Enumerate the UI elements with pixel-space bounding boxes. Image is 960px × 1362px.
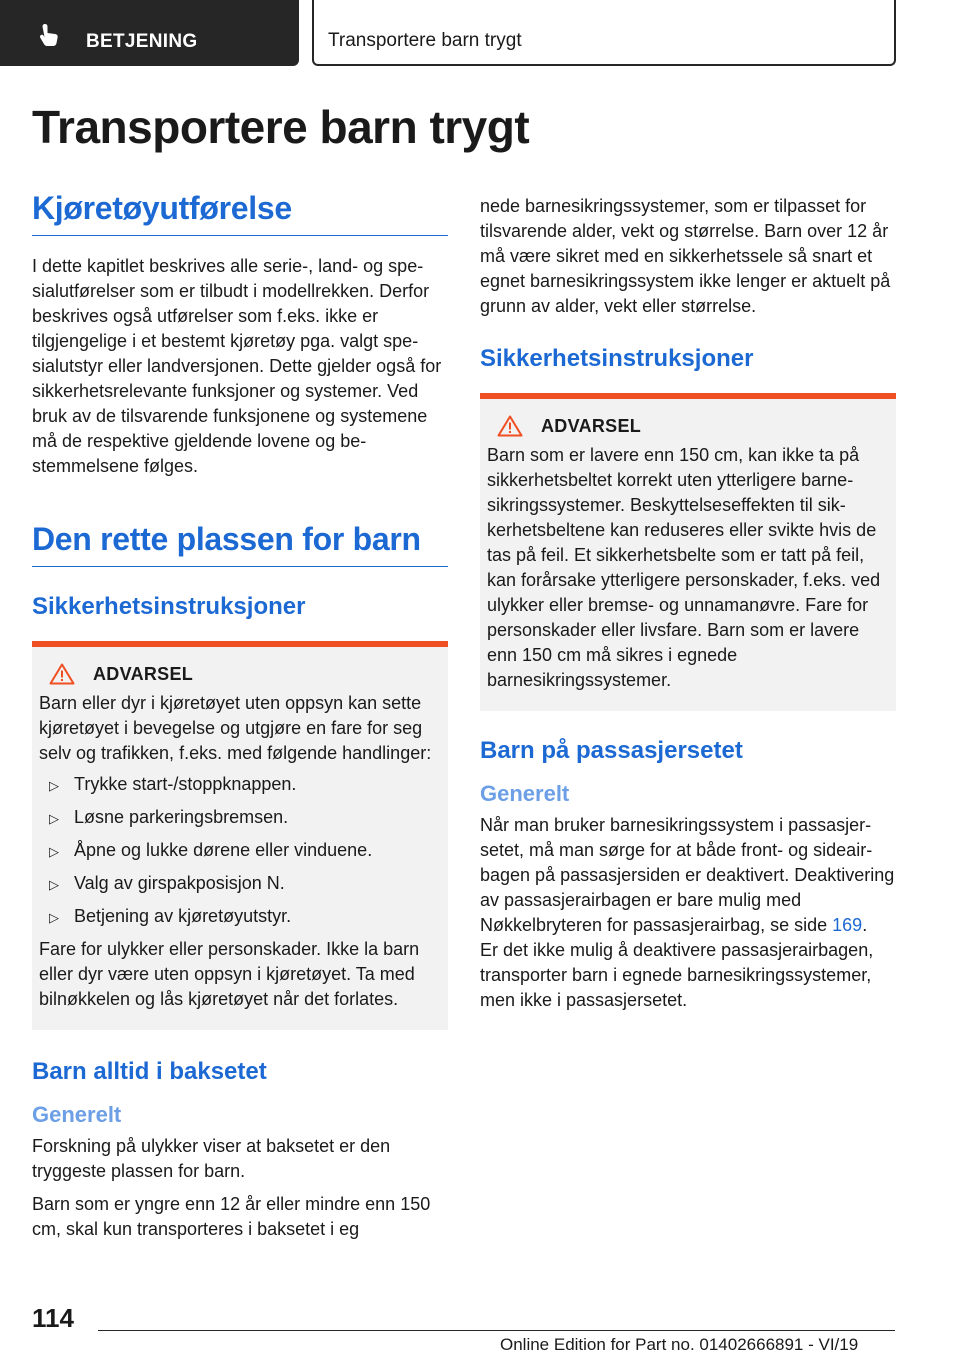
page-number: 114	[32, 1303, 74, 1333]
warning-outro: Fare for ulykker eller personskader. Ikke la barn eller dyr være uten oppsyn i kjøretøyet. Ta med bilnøkkelen og lås kjøretøyet når det forlates.	[39, 939, 420, 1009]
list-item: ▷ Løsne parkeringsbremsen.	[39, 805, 441, 831]
page-header	[0, 0, 960, 66]
bullet-triangle-icon: ▷	[49, 778, 59, 793]
paragraph-vehicle-version: I dette kapitlet beskrives alle serie-, land- og spesialutførelser som er tilbudt i modellrekken. Derfor beskrives også utførelser som f.eks. ikke er tilgjengelige i et bestemt kjøretøy pga. valgt spesialutstyr eller landversjonen. Dette gjelder også for sikkerhetsrelevante funksjoner og systemer. Ved bruk av de tilsvarende funksjonene og systemene må de respektive gjeldende lovene og bestemmelsene følges.	[32, 256, 442, 476]
chapter-title: Transportere barn trygt	[328, 30, 522, 51]
section-label: BETJENING	[86, 31, 198, 52]
bullet-triangle-icon: ▷	[49, 910, 59, 925]
footer-divider	[98, 1330, 895, 1331]
heading-safety-instructions: Sikkerhetsinstruksjoner	[32, 593, 306, 620]
warning-triangle-icon	[49, 663, 75, 685]
list-item: ▷ Valg av girspakposisjon N.	[39, 871, 441, 897]
pointing-hand-icon	[36, 22, 62, 48]
bullet-triangle-icon: ▷	[49, 877, 59, 892]
page-reference-link[interactable]: 169	[832, 915, 863, 935]
section-tab	[0, 0, 299, 66]
paragraph-passenger: Når man bruker barnesikringssystem i passasjersetet, må man sørge for at både front- og sideairbagen på passasjersiden er deaktivert. Deaktivering av passasjerairbagen er bare mulig med Nøkkelbryteren for passasjerairbag, se side 169.	[480, 815, 895, 935]
warning-box	[32, 641, 448, 1030]
warning-label-2: ADVARSEL	[541, 415, 642, 436]
heading-vehicle-version: Kjøretøyutførelse	[32, 190, 448, 236]
warning-box-2	[480, 393, 896, 711]
page-title: Transportere barn trygt	[32, 101, 530, 153]
right-column	[480, 194, 896, 1013]
bullet-triangle-icon: ▷	[49, 844, 59, 859]
warning-text-2: Barn som er lavere enn 150 cm, kan ikke ta på sikkerhetsbeltet korrekt uten ytterligere barnesikringssystemer. Beskyttelseseffekten til sikkerhetsbeltene kan reduseres eller svikte hvis de tas på feil. Et sikkerhetsbelte som er tatt på feil, kan forårsake ytterligere personskader, f.eks. ved ulykker eller bremse- og unnamanøvre. Fare for personskader eller livsfare. Barn som er lavere enn 150 cm må sikres i egnede barnesikringssystemer.	[487, 445, 881, 690]
warning-label: ADVARSEL	[93, 663, 194, 684]
footer-edition: Online Edition for Part no. 01402666891 - VI/19	[500, 1335, 859, 1354]
heading-safety-instructions-2: Sikkerhetsinstruksjoner	[480, 345, 754, 372]
heading-general: Generelt	[32, 1102, 122, 1127]
heading-back-seat: Barn alltid i baksetet	[32, 1058, 267, 1085]
warning-triangle-icon	[497, 415, 523, 437]
chapter-title-box	[312, 0, 896, 66]
bullet-triangle-icon: ▷	[49, 811, 59, 826]
heading-right-place: Den rette plassen for barn	[32, 521, 448, 567]
warning-intro: Barn eller dyr i kjøretøyet uten oppsyn kan sette kjøretøyet i bevegelse og utgjøre en fare for seg selv og trafikken, f.eks. med følgende handlinger:	[39, 693, 432, 763]
paragraph-general-2: Barn som er yngre enn 12 år eller mindre enn 150 cm, skal kun transporteres i baksetet i eg	[32, 1194, 431, 1239]
left-column	[32, 190, 448, 1242]
heading-general-2: Generelt	[480, 781, 570, 806]
warning-header	[39, 663, 441, 685]
heading-passenger-seat: Barn på passasjersetet	[480, 737, 743, 764]
list-item: ▷ Betjening av kjøretøyutstyr.	[39, 904, 441, 930]
list-item: ▷ Trykke start-/stoppknappen.	[39, 772, 441, 798]
paragraph-passenger-2: Er det ikke mulig å deaktivere passasjerairbagen, transporter barn i egnede barnesikringssystemer, men ikke i passasjersetet.	[480, 940, 874, 1010]
list-item: ▷ Åpne og lukke dørene eller vinduene.	[39, 838, 441, 864]
paragraph-general-1: Forskning på ulykker viser at baksetet er den tryggeste plassen for barn.	[32, 1136, 391, 1181]
paragraph-continued: nede barnesikringssystemer, som er tilpasset for tilsvarende alder, vekt og størrelse. Barn over 12 år må være sikret med en sikkerhetssele så snart et egnet barnesikringssystem ikke lenger er aktuelt på grunn av alder, vekt eller størrelse.	[480, 196, 891, 316]
warning-header-2	[487, 415, 889, 437]
warning-bullet-list	[39, 772, 441, 930]
